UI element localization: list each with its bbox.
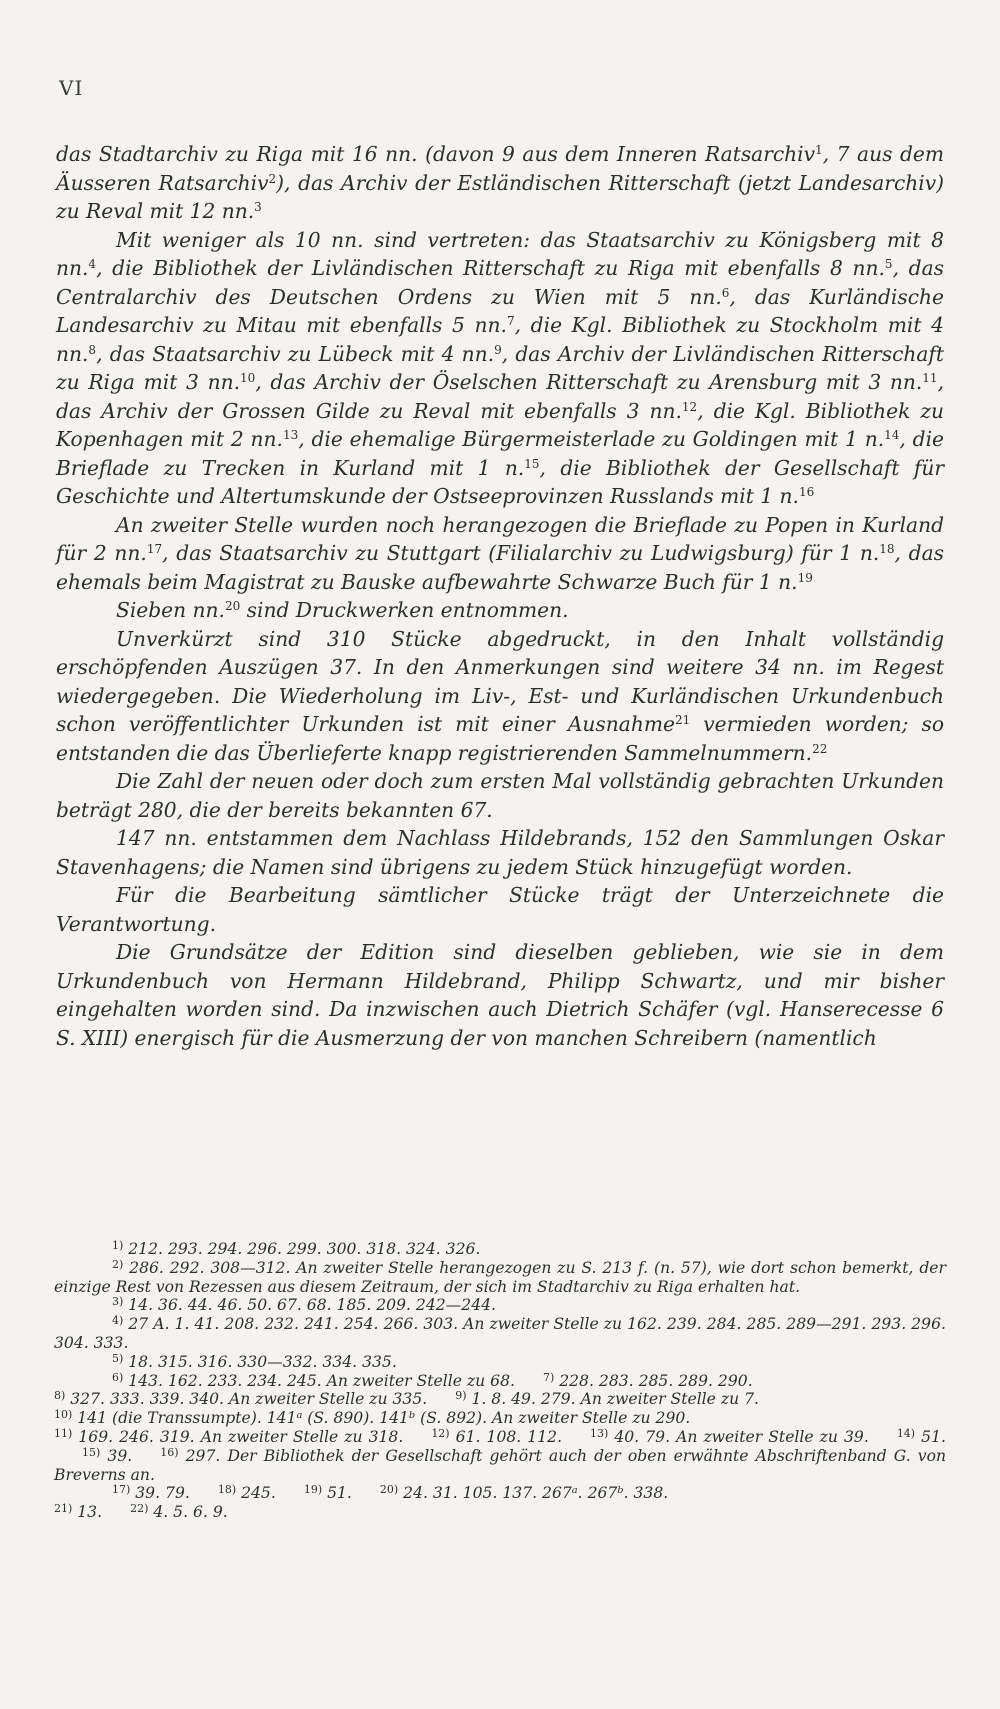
footnote-ref: 13 xyxy=(282,428,299,442)
footnote-mark: 7) xyxy=(542,1370,555,1384)
footnote-text: 40. 79. An zweiter Stelle zu 39. xyxy=(614,1427,869,1446)
footnote xyxy=(54,1259,946,1297)
footnote xyxy=(54,1240,946,1259)
footnote-text: 4. 5. 6. 9. xyxy=(153,1503,228,1522)
footnote-mark: 13) xyxy=(590,1426,609,1440)
footnote-mark: 5) xyxy=(112,1351,124,1365)
footnote-mark: 9) xyxy=(455,1389,467,1403)
footnote xyxy=(54,1296,946,1315)
footnote-ref: 21 xyxy=(674,713,691,727)
text-run: ), das Archiv der Estländischen Ritterschaft (jetzt Landesarchiv) zu Reval mit 12 nn. xyxy=(56,170,944,223)
text-run: , die Bibliothek der Livländischen Ritterschaft zu Riga mit ebenfalls 8 nn. xyxy=(96,256,885,280)
paragraph: 147 nn. entstammen dem Nachlass Hildebrands, 152 den Sammlungen Oskar Stavenhagens; die Namen sind übrigens zu jedem Stück hinzugefügt worden. xyxy=(56,826,944,879)
footnote-ref: 2 xyxy=(268,171,277,186)
text-run: , das Centralarchiv des Deutschen Ordens zu Wien mit 5 nn. xyxy=(56,256,944,309)
text-run: , 7 aus dem Äusseren Ratsarchiv xyxy=(56,142,945,195)
paragraph: Die Grundsätze der Edition sind dieselben geblieben, wie sie in dem Urkundenbuch von Hermann Hildebrand, Philipp Schwartz, und mir bisher eingehalten worden sind. Da inzwischen auch Dietrich Schäfer (vgl. Hanserecesse 6 S. XIII) energisch für die Ausmerzung der von manchen Schreibern (namentlich xyxy=(56,940,944,1050)
footnote-mark: 8) xyxy=(54,1389,66,1403)
text-run: , die Kgl. Bibliothek zu Kopenhagen mit 2 nn. xyxy=(56,398,944,451)
footnote-ref: 17 xyxy=(146,542,163,556)
footnote-text: 143. 162. 233. 234. 245. An zweiter Stelle zu 68. xyxy=(128,1371,515,1390)
footnote-ref: 19 xyxy=(797,570,813,585)
footnote-text: 18. 315. 316. 330—332. 334. 335. xyxy=(128,1352,397,1371)
footnote-ref: 9 xyxy=(494,342,502,357)
text-run: An zweiter Stelle wurden noch herangezogen die Brieflade zu Popen in Kurland für 2 nn. xyxy=(56,512,944,565)
text-run: Sieben nn. xyxy=(116,598,225,622)
footnote-text: 212. 293. 294. 296. 299. 300. 318. 324. 326. xyxy=(128,1240,481,1258)
footnote-text: 245. xyxy=(241,1484,276,1503)
footnote xyxy=(54,1484,946,1503)
text-run: vermieden worden; so entstanden die das Überlieferte knapp registrierenden Sammelnummern. xyxy=(56,712,944,765)
text-run: , das Staatsarchiv zu Lübeck mit 4 nn. xyxy=(96,341,495,366)
text-run: , das Archiv der Grossen Gilde zu Reval mit ebenfalls 3 nn. xyxy=(56,370,944,423)
footnote-ref: 5 xyxy=(884,257,893,271)
text-run: , das Archiv der Livländischen Ritterschaft zu Riga mit 3 nn. xyxy=(56,341,944,394)
text-run: , die Brieflade zu Trecken in Kurland mit 1 n. xyxy=(56,427,944,480)
footnote-mark: 19) xyxy=(303,1483,323,1497)
footnote-mark: 20) xyxy=(379,1483,399,1497)
footnote-mark: 21) xyxy=(54,1502,73,1516)
footnote-mark: 22) xyxy=(130,1502,149,1516)
footnote-text: 27 A. 1. 41. 208. 232. 241. 254. 266. 303. An zweiter Stelle zu 162. 239. 284. 285. 289—291. 293. 296. 304. 333. xyxy=(54,1315,946,1352)
text-run: , das Staatsarchiv zu Stuttgart (Filialarchiv zu Ludwigsburg) für 1 n. xyxy=(162,541,880,565)
text-run: das Stadtarchiv zu Riga mit 16 nn. (davon 9 aus dem Inneren Ratsarchiv xyxy=(56,142,816,166)
paragraph xyxy=(56,596,944,625)
footnote-mark: 4) xyxy=(112,1314,124,1328)
footnote-ref: 4 xyxy=(88,257,97,271)
footnote-text: 24. 31. 105. 137. 267ᵃ. 267ᵇ. 338. xyxy=(403,1484,669,1503)
footnote-mark: 15) xyxy=(82,1445,101,1459)
footnote-mark: 6) xyxy=(112,1370,124,1384)
footnote-ref: 14 xyxy=(884,428,900,442)
footnote xyxy=(54,1428,946,1484)
footnote-text: 14. 36. 44. 46. 50. 67. 68. 185. 209. 242—244. xyxy=(128,1296,496,1315)
footnote-text: 51. xyxy=(327,1484,352,1503)
footnote-text: 169. 246. 319. An zweiter Stelle zu 318. xyxy=(78,1427,404,1446)
footnotes xyxy=(54,1240,946,1522)
text-run: , die ehemalige Bürgermeisterlade zu Goldingen mit 1 n. xyxy=(298,427,885,451)
page-number: VI xyxy=(59,76,84,100)
paragraph: Die Zahl der neuen oder doch zum ersten Mal vollständig gebrachten Urkunden beträgt 280, die der bereits bekannten 67. xyxy=(56,769,944,822)
footnote-text: 141 (die Transsumpte). 141ᵃ (S. 890). 141ᵇ (S. 892). An zweiter Stelle zu 290. xyxy=(77,1409,691,1428)
text-run: , das Kurländische Landesarchiv zu Mitau mit ebenfalls 5 nn. xyxy=(56,284,944,337)
footnote-ref: 16 xyxy=(798,485,815,499)
text-run: Mit weniger als 10 nn. sind vertreten: das Staatsarchiv zu Königsberg mit 8 nn. xyxy=(56,227,944,280)
footnote-ref: 1 xyxy=(815,143,823,157)
footnote xyxy=(54,1503,946,1522)
footnote-text: 297. Der Bibliothek der Gesellschaft gehört auch der oben erwähnte Abschriftenband G. von Breverns an. xyxy=(54,1446,947,1484)
footnote-mark: 11) xyxy=(54,1426,73,1440)
paragraph: Für die Bearbeitung sämtlicher Stücke trägt der Unterzeichnete die Verantwortung. xyxy=(56,883,944,936)
paragraph xyxy=(56,226,944,511)
text-run: sind Druckwerken entnommen. xyxy=(240,598,569,622)
footnote-mark: 18) xyxy=(217,1483,237,1497)
main-text xyxy=(56,140,944,1052)
footnote-mark: 3) xyxy=(112,1295,124,1309)
footnote-mark: 10) xyxy=(54,1408,73,1422)
footnote-mark: 1) xyxy=(112,1239,124,1252)
footnote-mark: 16) xyxy=(160,1445,179,1459)
footnote-mark: 14) xyxy=(896,1426,916,1440)
footnote xyxy=(54,1315,946,1353)
text-run: , das Archiv der Öselschen Ritterschaft zu Arensburg mit 3 nn. xyxy=(255,370,923,394)
footnote xyxy=(54,1390,946,1409)
footnote-text: 39. xyxy=(107,1446,133,1465)
footnote xyxy=(54,1372,946,1391)
footnote-ref: 22 xyxy=(812,741,828,756)
footnote xyxy=(54,1353,946,1372)
footnote-text: 61. 108. 112. xyxy=(455,1427,563,1446)
footnote-ref: 8 xyxy=(88,342,97,357)
footnote-text: 13. xyxy=(77,1503,103,1522)
paragraph xyxy=(56,625,944,768)
footnote-text: 286. 292. 308—312. An zweiter Stelle herangezogen zu S. 213 f. (n. 57), wie dort schon bemerkt, der einzige Rest von Rezessen aus diesem Zeitraum, der sich im Stadtarchiv zu Riga erhalten hat. xyxy=(54,1258,946,1296)
footnote-ref: 6 xyxy=(721,285,730,300)
footnote-mark: 17) xyxy=(112,1483,131,1497)
footnote-text: 327. 333. 339. 340. An zweiter Stelle zu 335. xyxy=(70,1390,428,1409)
footnote-ref: 12 xyxy=(681,399,698,414)
footnote-mark: 2) xyxy=(112,1257,124,1271)
footnote xyxy=(54,1409,946,1428)
footnote-text: 1. 8. 49. 279. An zweiter Stelle zu 7. xyxy=(471,1390,759,1409)
text-run: , das ehemals beim Magistrat zu Bauske aufbewahrte Schwarze Buch für 1 n. xyxy=(56,541,944,594)
footnote-ref: 7 xyxy=(506,314,515,328)
footnote-ref: 10 xyxy=(240,371,256,385)
text-run: , die Bibliothek der Gesellschaft für Geschichte und Altertumskunde der Ostseeprovinzen Russlands mit 1 n. xyxy=(56,455,944,508)
paragraph xyxy=(56,140,944,226)
footnote-mark: 12) xyxy=(431,1426,450,1440)
footnote-ref: 11 xyxy=(922,371,938,385)
footnote-text: 228. 283. 285. 289. 290. xyxy=(559,1371,753,1390)
footnote-text: 39. 79. xyxy=(135,1484,190,1503)
footnote-ref: 18 xyxy=(879,542,895,556)
footnote-ref: 15 xyxy=(524,456,540,471)
footnote-ref: 20 xyxy=(224,599,241,613)
footnote-ref: 3 xyxy=(254,200,262,214)
text-run: , die Kgl. Bibliothek zu Stockholm mit 4 nn. xyxy=(56,313,944,366)
paragraph xyxy=(56,511,944,597)
text-run: Unverkürzt sind 310 Stücke abgedruckt, in den Inhalt vollständig erschöpfenden Auszügen 37. In den Anmerkungen sind weitere 34 nn. im Regest wiedergegeben. Die Wiederholung im Liv-, Est- und Kurländischen Urkundenbuch schon veröffentlichter Urkunden ist mit einer Ausnahme xyxy=(56,626,944,736)
footnote-text: 51. xyxy=(921,1427,946,1446)
